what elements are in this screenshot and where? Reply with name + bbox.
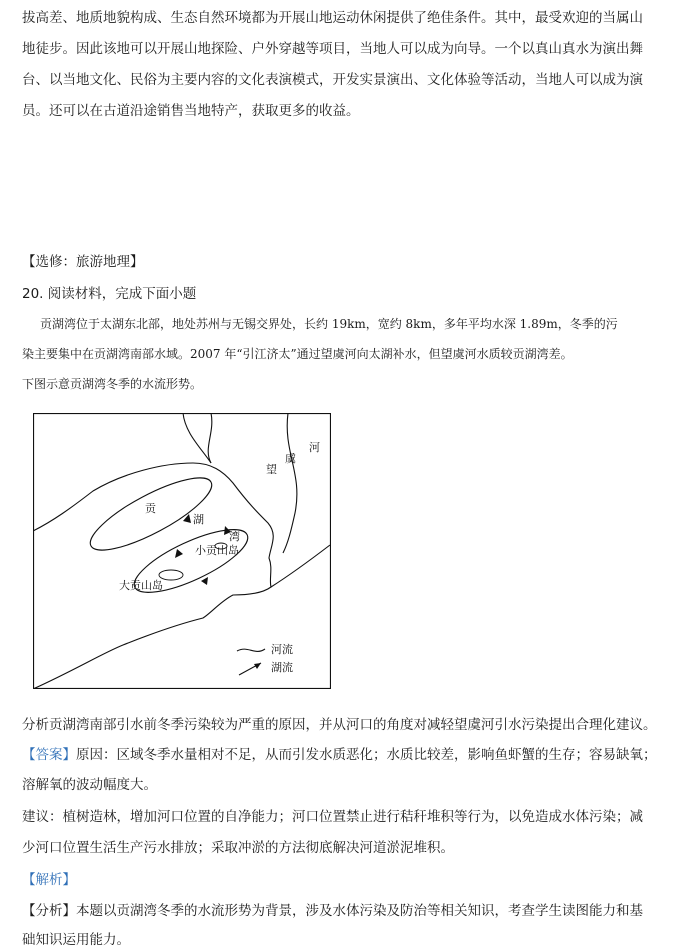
answer-tag: 【答案】 xyxy=(22,747,76,763)
paragraph-line: 地徒步。因此该地可以开展山地探险、户外穿越等项目，当地人可以成为向导。一个以真山真水为演出舞 xyxy=(22,41,643,57)
answer-line-2: 溶解氧的波动幅度大。 xyxy=(22,777,157,793)
label-hu: 湖 xyxy=(193,513,204,526)
label-big-island: 大贡山岛 xyxy=(119,579,163,592)
question-heading: 20. 阅读材料，完成下面小题 xyxy=(22,286,197,302)
material-line: 贡湖湾位于太湖东北部，地处苏州与无锡交界处，长约 19km，宽约 8km，多年平均水深 1.89m，冬季的污 xyxy=(40,317,618,331)
material-line: 染主要集中在贡湖湾南部水域。2007 年“引江济太”通过望虞河向太湖补水，但望虞河水质较贡湖湾差。 xyxy=(22,347,573,361)
paragraph-line: 台、以当地文化、民俗为主要内容的文化表演模式，开发实景演出、文化体验等活动，当地人可以成为演 xyxy=(22,72,643,88)
label-small-island: 小贡山岛 xyxy=(195,544,239,557)
paragraph-line: 员。还可以在古道沿途销售当地特产，获取更多的收益。 xyxy=(22,103,360,119)
answer-reason: 原因：区域冬季水量相对不足，从而引发水质恶化；水质比较差，影响鱼虾蟹的生存；容易缺氧； xyxy=(76,747,657,763)
map-figure xyxy=(33,413,331,689)
analysis-tag: 【解析】 xyxy=(22,872,76,888)
label-wang: 望 xyxy=(266,463,277,476)
legend-flow-label: 湖流 xyxy=(271,661,293,674)
label-river: 河 xyxy=(309,441,320,454)
answer-line xyxy=(22,743,657,763)
suggest-line-2: 少河口位置生活生产污水排放；采取冲淤的方法彻底解决河道淤泥堆积。 xyxy=(22,840,454,856)
question-text: 分析贡湖湾南部引水前冬季污染较为严重的原因，并从河口的角度对减轻望虞河引水污染提出合理化建议。 xyxy=(22,717,657,733)
analysis-line-1: 【分析】本题以贡湖湾冬季的水流形势为背景，涉及水体污染及防治等相关知识，考查学生读图能力和基 xyxy=(22,903,643,919)
water-flow-map xyxy=(33,413,331,689)
material-line: 下图示意贡湖湾冬季的水流形势。 xyxy=(22,377,203,391)
label-wan: 湾 xyxy=(229,530,240,543)
label-gong: 贡 xyxy=(145,502,156,515)
suggest-line-1: 建议：植树造林，增加河口位置的自净能力；河口位置禁止进行秸秆堆积等行为，以免造成水体污染；减 xyxy=(22,809,643,825)
paragraph-line: 拔高差、地质地貌构成、生态自然环境都为开展山地运动休闲提供了绝佳条件。其中，最受欢迎的当属山 xyxy=(22,10,643,26)
analysis-line-2: 础知识运用能力。 xyxy=(22,932,130,948)
section-tag: 【选修：旅游地理】 xyxy=(22,254,144,270)
label-yu: 虞 xyxy=(285,452,296,465)
legend-river-label: 河流 xyxy=(271,643,293,656)
